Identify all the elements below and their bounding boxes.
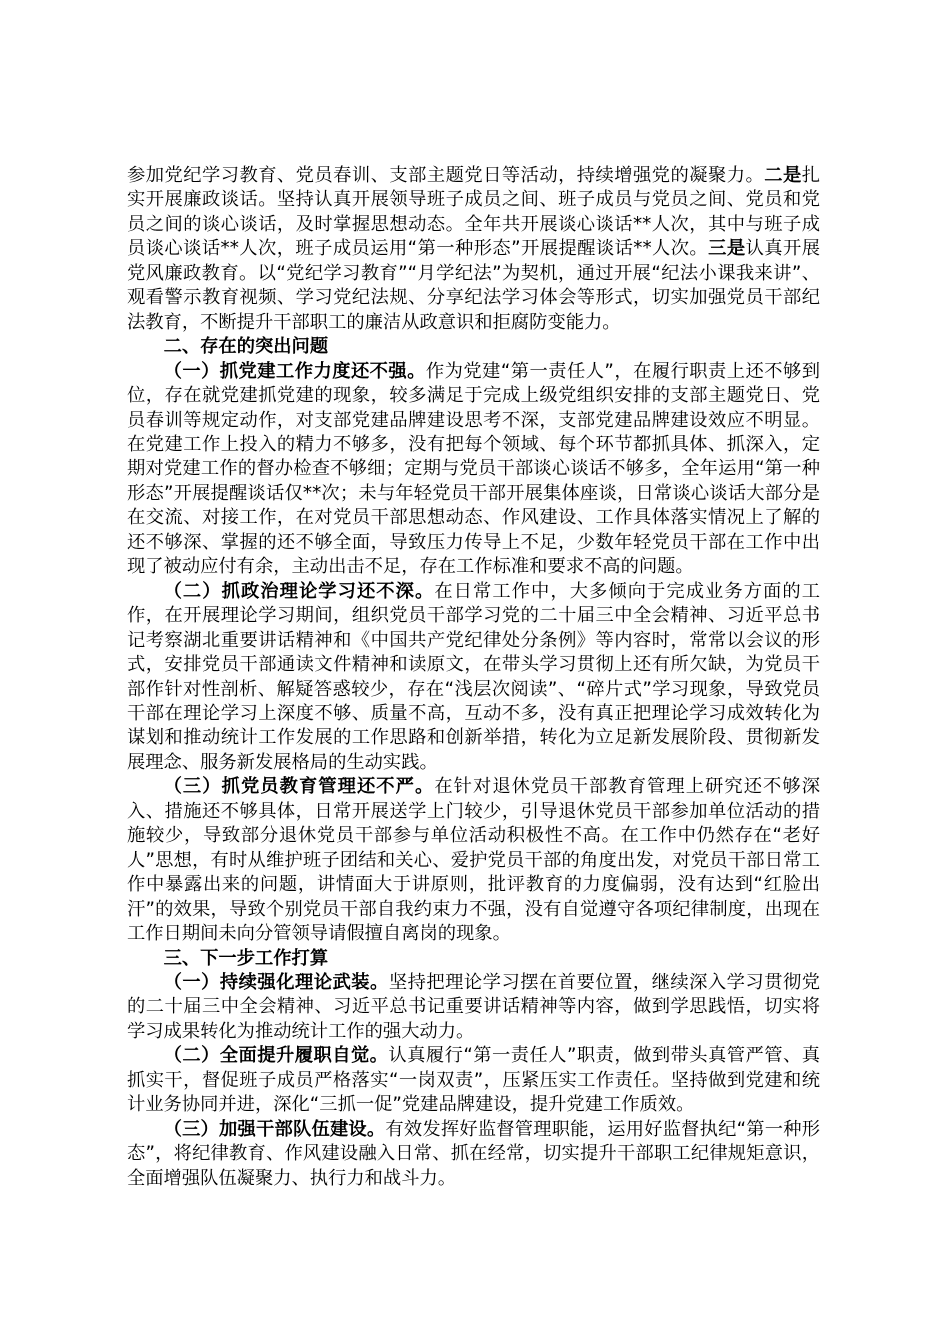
text-run: 在日常工作中，大多倾向于完成业务方面的工作，在开展理论学习期间，组织党员干部学习党的二十届三中全会精神、习近平总书记考察湖北重要讲话精神和《中国共产党纪律处分条例》等内容时，常常以会议的形式，安排党员干部通读文件精神和读原文，在带头学习贯彻上还有所欠缺，为党员干部作针对性剖析、解疑答惑较少，存在“浅层次阅读”、“碎片式”学习现象，导致党员干部在理论学习上深度不够、质量不高，互动不多，没有真正把理论学习成效转化为谋划和推动统计工作发展的工作思路和创新举措，转化为立足新发展阶段、贯彻新发展理念、服务新发展格局的生动实践。: [127, 580, 821, 773]
subheading-problem-2: （二）抓政治理论学习还不深。: [163, 580, 435, 602]
paragraph-problem-1: [127, 360, 820, 580]
subheading-problem-3: （三）抓党员教育管理还不严。: [163, 776, 435, 798]
paragraph-plan-1: [127, 971, 820, 1044]
bold-marker-third: 三是: [708, 238, 746, 260]
text-run: 作为党建“第一责任人”，在履行职责上还不够到位，存在就党建抓党建的现象，较多满足于完成上级党组织安排的支部主题党日、党员春训等规定动作，对支部党建品牌建设思考不深，支部党建品牌建设效应不明显。在党建工作上投入的精力不够多，没有把每个领域、每个环节都抓具体、抓深入，定期对党建工作的督办检查不够细；定期与党员干部谈心谈话不够多，全年运用“第一种形态”开展提醒谈话仅**次；未与年轻党员干部开展集体座谈，日常谈心谈话大部分是在交流、对接工作，在对党员干部思想动态、作风建设、工作具体落实情况上了解的还不够深、掌握的还不够全面，导致压力传导上不足，少数年轻党员干部在工作中出现了被动应付有余，主动出击不足，存在工作标准和要求不高的问题。: [127, 360, 820, 578]
paragraph-problem-2: [127, 580, 820, 776]
paragraph-continuation: [127, 164, 820, 335]
text-run: 认真开展党风廉政教育。以“党纪学习教育”“月学纪法”为契机，通过开展“纪法小课我来讲”、观看警示教育视频、学习党纪法规、分享纪法学习体会等形式，切实加强党员干部纪法教育，不断提升干部职工的廉洁从政意识和拒腐防变能力。: [127, 238, 821, 333]
paragraph-plan-2: [127, 1044, 820, 1117]
text-run: 扎实开展廉政谈话。坚持认真开展领导班子成员之间、班子成员与党员之间、党员和党员之间的谈心谈话，及时掌握思想动态。全年共开展谈心谈话**人次，其中与班子成员谈心谈话**人次，班子成员运用“第一种形态”开展提醒谈话**人次。: [127, 165, 820, 260]
section-heading-problems: 二、存在的突出问题: [163, 336, 329, 358]
text-run: 有效发挥好监督管理职能，运用好监督执纪“第一种形态”，将纪律教育、作风建设融入日常、抓在经常，切实提升干部职工纪律规矩意识，全面增强队伍凝聚力、执行力和战斗力。: [127, 1118, 820, 1189]
subheading-plan-2: （二）全面提升履职自觉。: [163, 1045, 389, 1067]
text-run: 坚持把理论学习摆在首要位置，继续深入学习贯彻党的二十届三中全会精神、习近平总书记重要讲话精神等内容，做到学思践悟，切实将学习成果转化为推动统计工作的强大动力。: [127, 971, 821, 1042]
subheading-plan-3: （三）加强干部队伍建设。: [163, 1118, 386, 1140]
subheading-problem-1: （一）抓党建工作力度还不强。: [163, 360, 426, 382]
paragraph-problem-3: [127, 775, 820, 946]
bold-marker-second: 二是: [764, 165, 802, 186]
text-run: 在针对退休党员干部教育管理上研究还不够深入、措施还不够具体，日常开展送学上门较少，引导退休党员干部参加单位活动的措施较少，导致部分退休党员干部参与单位活动积极性不高。在工作中仍然存在“老好人”思想，有时从维护班子团结和关心、爱护党员干部的角度出发，对党员干部日常工作中暴露出来的问题，讲情面大于讲原则，批评教育的力度偏弱，没有达到“红脸出汗”的效果，导致个别党员干部自我约束力不强，没有自觉遵守各项纪律制度，出现在工作日期间未向分管领导请假擅自离岗的现象。: [127, 776, 821, 945]
document-page: [127, 164, 820, 1191]
section-heading-next-steps: 三、下一步工作打算: [163, 947, 329, 969]
text-run: 参加党纪学习教育、党员春训、支部主题党日等活动，持续增强党的凝聚力。: [127, 165, 765, 186]
paragraph-plan-3: [127, 1118, 820, 1191]
text-run: 认真履行“第一责任人”职责，做到带头真管严管、真抓实干，督促班子成员严格落实“一岗双责”，压紧压实工作责任。坚持做到党建和统计业务协同并进，深化“三抓一促”党建品牌建设，提升党建工作质效。: [127, 1045, 820, 1116]
subheading-plan-1: （一）持续强化理论武装。: [163, 971, 389, 993]
